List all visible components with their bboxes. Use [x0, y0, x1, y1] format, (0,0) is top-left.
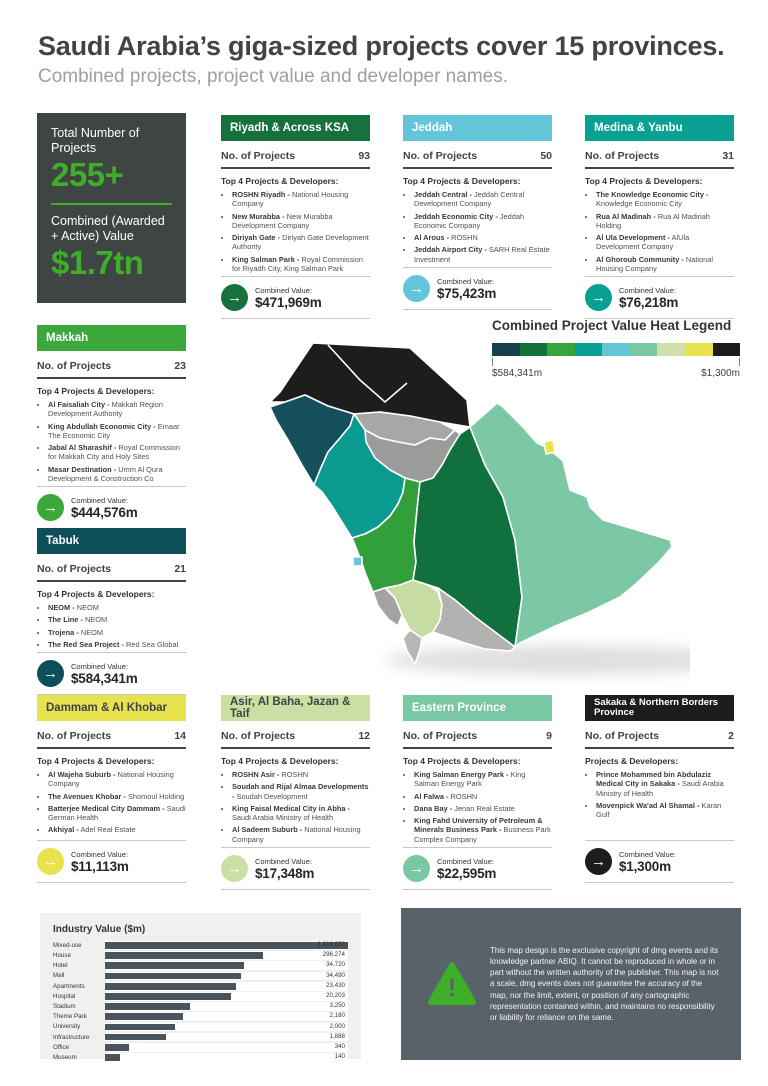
chart-bar [105, 952, 263, 959]
combined-label: Combined Value: [255, 285, 312, 295]
chart-row [53, 941, 348, 950]
project-item: • Al Faisaliah City - Makkah Region Development Authority [48, 400, 186, 419]
chart-row [53, 961, 348, 970]
chart-bar-track [105, 982, 348, 991]
chart-bar-track [105, 1002, 348, 1011]
projects-label: No. of Projects [585, 150, 660, 162]
projects-count: 31 [722, 150, 734, 162]
projects-label: No. of Projects [585, 730, 660, 742]
disclaimer-box [401, 908, 741, 1060]
project-item: • Jeddah Central - Jeddah Central Development Company [414, 190, 552, 209]
region-header [403, 695, 552, 721]
top-projects-label: Top 4 Projects & Developers: [403, 756, 521, 766]
project-item: • ROSHN Riyadh - National Housing Company [232, 190, 370, 209]
region-header [37, 325, 186, 351]
arrow-icon: → [591, 289, 606, 307]
chart-value-label: 340 [334, 1042, 345, 1050]
arrow-icon: → [409, 860, 424, 878]
region-header [221, 695, 370, 721]
combined-label: Combined Value: [255, 856, 312, 866]
projects-count: 50 [540, 150, 552, 162]
chart-row [53, 1012, 348, 1021]
map-marker-jeddah [353, 557, 362, 566]
total-projects-value: 255+ [51, 156, 124, 193]
projects-list [37, 400, 186, 486]
chart-value-label: 3,250 [329, 1002, 345, 1010]
combined-label: Combined Value: [71, 849, 128, 859]
projects-count: 23 [174, 360, 186, 372]
chart-row [53, 951, 348, 960]
project-item: • Al Arous - ROSHN [414, 233, 552, 242]
combined-amount: $22,595m [437, 865, 497, 881]
chart-category-label: Theme Park [53, 1013, 87, 1021]
combined-value-row [403, 267, 552, 310]
combined-value-row [585, 276, 734, 319]
arrow-icon: → [409, 280, 424, 298]
project-item: • The Knowledge Economic City - Knowledge Economic City [596, 190, 734, 209]
combined-label: Combined Value: [437, 276, 494, 286]
project-item: • Rua Al Madinah - Rua Al Madinah Holding [596, 212, 734, 231]
top-projects-label: Top 4 Projects & Developers: [221, 756, 339, 766]
top-projects-label: Top 4 Projects & Developers: [37, 756, 155, 766]
chart-bar-track [105, 1033, 348, 1042]
projects-count: 12 [358, 730, 370, 742]
chart-bar-track [105, 941, 348, 950]
projects-count: 21 [174, 563, 186, 575]
chart-bar [105, 1034, 166, 1041]
page-title: Saudi Arabia’s giga-sized projects cover 15 provinces. [38, 31, 725, 61]
region-title: Asir, Al Baha, Jazan & Taif [230, 696, 351, 720]
project-item: • The Avenues Khobar - Shomoul Holding [48, 792, 186, 801]
arrow-circle-icon [585, 284, 612, 311]
project-item: • Jeddah Airport City - SARH Real Estate Investment [414, 245, 552, 264]
region-card-dammam [37, 695, 186, 883]
project-item: • King Salman Park - Royal Commission for Riyadh City, King Salman Park [232, 255, 370, 274]
region-title: Medina & Yanbu [594, 122, 683, 134]
combined-label: Combined Value: [71, 661, 128, 671]
chart-value-label: 1,888 [329, 1032, 345, 1040]
project-item: • King Fahd University of Petroleum & Minerals Business Park - Business Park Complex Company [414, 816, 552, 844]
chart-bar [105, 973, 241, 980]
legend-swatch [713, 343, 741, 356]
chart-row [53, 1043, 348, 1052]
projects-list [221, 190, 370, 276]
project-item: • Jabal Al Sharashif - Royal Commission for Makkah City and Holy Sites [48, 443, 186, 462]
projects-count: 14 [174, 730, 186, 742]
chart-row [53, 1002, 348, 1011]
chart-value-label: 140 [334, 1053, 345, 1061]
combined-amount: $1,300m [619, 858, 671, 874]
combined-value-row [37, 652, 186, 695]
chart-value-label: 20,203 [326, 991, 345, 999]
project-item: • ROSHN Asir - ROSHN [232, 770, 370, 779]
disclaimer-text: This map design is the exclusive copyright of dmg events and its knowledge partner ABIQ. It cannot be reproduced in whole or in part without the written authority of the publisher. This map is not a scale, dmg events does not guarantee the accuracy of the map, nor the limit, extent, or position of any cartographic representation contained within, and maintains no responsibility or liability for reliance on the same. [490, 945, 719, 1022]
map-shadow [385, 645, 690, 675]
projects-label: No. of Projects [403, 150, 478, 162]
region-card-medina [585, 115, 734, 310]
project-item: • Dana Bay - Jenan Real Estate [414, 804, 552, 813]
region-title: Riyadh & Across KSA [230, 122, 350, 134]
combined-label: Combined Value: [437, 856, 494, 866]
project-item: • Al Sadeem Suburb - National Housing Company [232, 825, 370, 844]
exclamation-glyph: ! [447, 974, 457, 1002]
chart-bar-track [105, 992, 348, 1001]
combined-value-amount: $1.7tn [51, 244, 144, 281]
region-title: Tabuk [46, 535, 80, 547]
top-projects-label: Top 4 Projects & Developers: [585, 176, 703, 186]
top-projects-label: Top 4 Projects & Developers: [37, 386, 155, 396]
chart-bar [105, 1044, 129, 1051]
project-item: • Akhiyal - Adel Real Estate [48, 825, 186, 834]
project-item: • Prince Mohammed bin Abdulaziz Medical City in Sakaka - Saudi Arabia Ministry of Health [596, 770, 734, 798]
arrow-icon: → [43, 853, 58, 870]
top-projects-label: Top 4 Projects & Developers: [221, 176, 339, 186]
arrow-circle-icon [37, 848, 64, 875]
projects-label: No. of Projects [37, 360, 112, 372]
chart-row [53, 972, 348, 981]
combined-amount: $444,576m [71, 504, 138, 520]
arrow-circle-icon [221, 855, 248, 882]
chart-row [53, 1023, 348, 1032]
arrow-circle-icon [403, 855, 430, 882]
industry-value-chart [40, 913, 361, 1059]
project-item: • Jeddah Economic City - Jeddah Economic Company [414, 212, 552, 231]
projects-list [221, 770, 370, 847]
chart-category-label: House [53, 952, 71, 960]
chart-row [53, 1033, 348, 1042]
combined-value-row [403, 847, 552, 890]
projects-label: No. of Projects [221, 150, 296, 162]
combined-label: Combined Value: [619, 849, 676, 859]
region-header [37, 528, 186, 554]
chart-value-label: 2,000 [329, 1022, 345, 1030]
combined-value-row [221, 847, 370, 890]
region-header [221, 115, 370, 141]
chart-category-label: Hospital [53, 992, 76, 1000]
combined-amount: $471,969m [255, 294, 322, 310]
legend-tick-max [739, 358, 740, 366]
region-card-tabuk [37, 528, 186, 686]
chart-bar-track [105, 972, 348, 981]
chart-category-label: Apartments [53, 982, 85, 990]
region-title: Makkah [46, 332, 89, 344]
project-item: • King Abdullah Economic City - Emaar The Economic City [48, 422, 186, 441]
region-card-makkah [37, 325, 186, 520]
project-item: • Al Wajeha Suburb - National Housing Company [48, 770, 186, 789]
chart-row [53, 982, 348, 991]
chart-title: Industry Value ($m) [53, 924, 146, 935]
projects-list [403, 190, 552, 267]
top-projects-label: Projects & Developers: [585, 756, 679, 766]
region-header [585, 115, 734, 141]
project-item: • Al Ghoroub Community - National Housing Company [596, 255, 734, 274]
combined-amount: $11,113m [71, 858, 129, 874]
projects-label: No. of Projects [37, 563, 112, 575]
legend-max-label: $1,300m [701, 368, 740, 379]
projects-list [403, 770, 552, 847]
region-card-asir [221, 695, 370, 883]
chart-bar [105, 983, 236, 990]
projects-list [585, 770, 734, 822]
projects-count: 2 [728, 730, 734, 742]
combined-label: Combined Value: [619, 285, 676, 295]
combined-amount: $584,341m [71, 670, 138, 686]
map-marker-dammam [544, 440, 555, 454]
project-item: • The Line - NEOM [48, 615, 186, 624]
combined-amount: $76,218m [619, 294, 679, 310]
arrow-circle-icon [37, 660, 64, 687]
chart-bar-track [105, 961, 348, 970]
chart-category-label: Hotel [53, 962, 68, 970]
region-title: Eastern Province [412, 702, 506, 714]
region-title: Sakaka & Northern Borders Province [594, 696, 719, 718]
arrow-icon: → [591, 853, 606, 870]
arrow-icon: → [43, 499, 58, 517]
combined-amount: $75,423m [437, 285, 497, 301]
project-item: • Batterjee Medical City Dammam - Saudi German Health [48, 804, 186, 823]
project-item: • Movenpick Wa'ad Al Shamal - Karan Gulf [596, 801, 734, 820]
chart-category-label: Mall [53, 972, 65, 980]
arrow-icon: → [43, 665, 58, 683]
project-item: • Al Falwa - ROSHN [414, 792, 552, 801]
chart-bar [105, 1024, 175, 1031]
arrow-circle-icon [403, 275, 430, 302]
page-subtitle: Combined projects, project value and developer names. [38, 66, 508, 87]
chart-value-label: 1,316,858 [317, 941, 345, 948]
project-item: • New Murabba - New Murabba Development Company [232, 212, 370, 231]
chart-bar-track [105, 1043, 348, 1052]
total-projects-label: Total Number of Projects [51, 126, 140, 155]
project-item: • Masar Destination - Umm Al Qura Development & Construction Co [48, 465, 186, 484]
summary-divider [51, 203, 172, 205]
chart-value-label: 2,180 [329, 1012, 345, 1020]
project-item: • King Faisal Medical City in Abha - Saudi Arabia Ministry of Health [232, 804, 370, 823]
project-item: • Soudah and Rijal Almaa Developments - Soudah Development [232, 782, 370, 801]
top-projects-label: Top 4 Projects & Developers: [37, 589, 155, 599]
chart-category-label: Museum [53, 1053, 77, 1061]
chart-category-label: Stadium [53, 1003, 76, 1011]
warning-triangle-icon [427, 961, 477, 1007]
arrow-icon: → [227, 289, 242, 307]
projects-list [37, 770, 186, 838]
chart-category-label: Office [53, 1043, 70, 1051]
chart-category-label: Mixed-use [53, 941, 82, 949]
project-item: • Diriyah Gate - Diriyah Gate Development Authority [232, 233, 370, 252]
projects-label: No. of Projects [221, 730, 296, 742]
chart-row [53, 992, 348, 1001]
region-header [585, 695, 734, 721]
region-card-sakaka [585, 695, 734, 883]
saudi-arabia-map [270, 330, 690, 690]
project-item: • Al Ula Development - AlUla Development Company [596, 233, 734, 252]
chart-category-label: Infrastructure [53, 1033, 90, 1041]
chart-bar-track [105, 1053, 348, 1062]
chart-value-label: 34,720 [326, 961, 345, 969]
chart-bar [105, 942, 348, 949]
project-item: • The Red Sea Project - Red Sea Global [48, 640, 186, 649]
chart-value-label: 23,430 [326, 981, 345, 989]
legend-min-label: $584,341m [492, 368, 543, 379]
combined-value-label: Combined (Awarded + Active) Value [51, 214, 165, 243]
summary-box [37, 113, 186, 303]
chart-value-label: 34,490 [326, 971, 345, 979]
region-header [37, 695, 186, 721]
region-card-eastern [403, 695, 552, 883]
chart-category-label: University [53, 1023, 81, 1031]
projects-count: 9 [546, 730, 552, 742]
projects-count: 93 [358, 150, 370, 162]
region-title: Dammam & Al Khobar [46, 702, 167, 714]
combined-value-row [585, 840, 734, 883]
combined-value-row [37, 840, 186, 883]
projects-list [37, 603, 186, 652]
chart-bar [105, 962, 244, 969]
projects-label: No. of Projects [37, 730, 112, 742]
top-projects-label: Top 4 Projects & Developers: [403, 176, 521, 186]
chart-bar [105, 1013, 183, 1020]
arrow-circle-icon [585, 848, 612, 875]
chart-bar [105, 1054, 120, 1061]
region-card-riyadh [221, 115, 370, 310]
combined-amount: $17,348m [255, 865, 315, 881]
arrow-icon: → [227, 860, 242, 878]
region-card-jeddah [403, 115, 552, 305]
chart-bar [105, 1003, 190, 1010]
region-title: Jeddah [412, 122, 453, 134]
projects-list [585, 190, 734, 276]
chart-rows [53, 941, 348, 1062]
chart-row [53, 1053, 348, 1062]
project-item: • King Salman Energy Park - King Salman Energy Park [414, 770, 552, 789]
combined-value-row [37, 486, 186, 529]
chart-value-label: 296,274 [322, 951, 345, 959]
heat-legend-title: Combined Project Value Heat Legend [492, 318, 732, 333]
combined-label: Combined Value: [71, 495, 128, 505]
chart-bar-track [105, 1012, 348, 1021]
arrow-circle-icon [221, 284, 248, 311]
region-header [403, 115, 552, 141]
combined-value-row [221, 276, 370, 319]
chart-bar-track [105, 1023, 348, 1032]
project-item: • NEOM - NEOM [48, 603, 186, 612]
project-item: • Trojena - NEOM [48, 628, 186, 637]
chart-bar-track [105, 951, 348, 960]
projects-label: No. of Projects [403, 730, 478, 742]
arrow-circle-icon [37, 494, 64, 521]
chart-bar [105, 993, 231, 1000]
